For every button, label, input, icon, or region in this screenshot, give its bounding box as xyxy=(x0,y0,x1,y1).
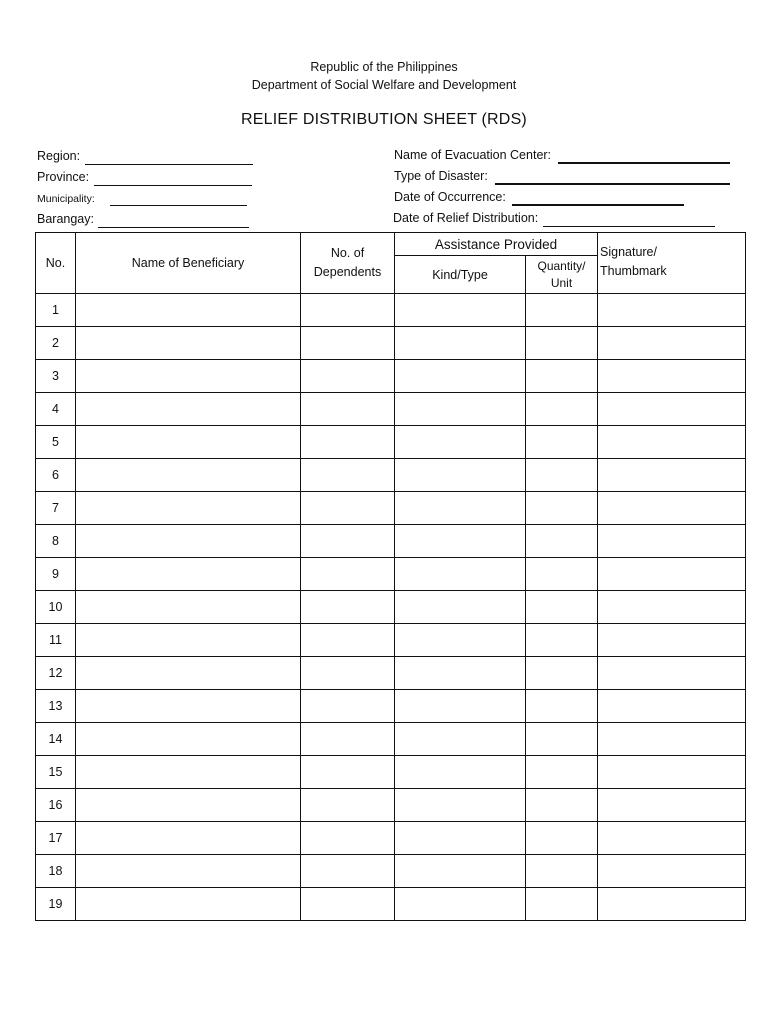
table-row xyxy=(36,756,746,789)
beneficiary-cell[interactable] xyxy=(76,525,301,558)
beneficiary-cell[interactable] xyxy=(76,855,301,888)
signature-cell[interactable] xyxy=(598,888,746,921)
dependents-cell[interactable] xyxy=(301,327,395,360)
dependents-cell[interactable] xyxy=(301,591,395,624)
kind-cell[interactable] xyxy=(395,855,526,888)
quantity-cell[interactable] xyxy=(526,888,598,921)
beneficiary-cell[interactable] xyxy=(76,822,301,855)
kind-cell[interactable] xyxy=(395,723,526,756)
quantity-cell[interactable] xyxy=(526,756,598,789)
signature-cell[interactable] xyxy=(598,327,746,360)
kind-cell[interactable] xyxy=(395,492,526,525)
province-field[interactable] xyxy=(37,170,252,188)
quantity-cell[interactable] xyxy=(526,723,598,756)
distribution-date-field[interactable] xyxy=(393,211,715,229)
beneficiary-cell[interactable] xyxy=(76,657,301,690)
evacuation-center-field[interactable] xyxy=(394,148,730,166)
dependents-cell[interactable] xyxy=(301,492,395,525)
row-number: 17 xyxy=(36,822,76,855)
kind-cell[interactable] xyxy=(395,294,526,327)
col-header-signature xyxy=(598,233,746,294)
quantity-cell[interactable] xyxy=(526,657,598,690)
kind-cell[interactable] xyxy=(395,525,526,558)
province-line xyxy=(94,185,252,186)
kind-cell[interactable] xyxy=(395,888,526,921)
table-row xyxy=(36,525,746,558)
table-row xyxy=(36,393,746,426)
distribution-date-line xyxy=(543,226,715,227)
beneficiary-cell[interactable] xyxy=(76,360,301,393)
evacuation-center-line xyxy=(558,162,730,164)
quantity-cell[interactable] xyxy=(526,459,598,492)
row-number: 9 xyxy=(36,558,76,591)
row-number: 3 xyxy=(36,360,76,393)
municipality-field[interactable] xyxy=(37,190,247,208)
dependents-cell[interactable] xyxy=(301,393,395,426)
table-row xyxy=(36,327,746,360)
kind-cell[interactable] xyxy=(395,789,526,822)
quantity-cell[interactable] xyxy=(526,294,598,327)
kind-cell[interactable] xyxy=(395,393,526,426)
republic-heading: Republic of the Philippines xyxy=(310,60,458,74)
col-header-quantity xyxy=(526,256,598,294)
region-label: Region: xyxy=(37,149,81,163)
kind-cell[interactable] xyxy=(395,624,526,657)
dependents-cell[interactable] xyxy=(301,723,395,756)
dependents-cell[interactable] xyxy=(301,360,395,393)
kind-cell[interactable] xyxy=(395,558,526,591)
signature-cell[interactable] xyxy=(598,393,746,426)
table-row xyxy=(36,591,746,624)
dependents-cell[interactable] xyxy=(301,525,395,558)
quantity-line2: Unit xyxy=(550,275,573,290)
kind-cell[interactable] xyxy=(395,327,526,360)
table-row xyxy=(36,855,746,888)
table-row xyxy=(36,558,746,591)
evacuation-center-label: Name of Evacuation Center: xyxy=(394,148,552,162)
disaster-type-label: Type of Disaster: xyxy=(394,169,488,183)
region-line xyxy=(85,164,253,165)
table-row xyxy=(36,360,746,393)
dependents-cell[interactable] xyxy=(301,426,395,459)
kind-cell[interactable] xyxy=(395,459,526,492)
kind-cell[interactable] xyxy=(395,690,526,723)
signature-cell[interactable] xyxy=(598,789,746,822)
quantity-cell[interactable] xyxy=(526,789,598,822)
dependents-cell[interactable] xyxy=(301,756,395,789)
table-row xyxy=(36,789,746,822)
row-number: 11 xyxy=(36,624,76,657)
table-row xyxy=(36,723,746,756)
row-number: 15 xyxy=(36,756,76,789)
signature-cell[interactable] xyxy=(598,294,746,327)
province-label: Province: xyxy=(37,170,90,184)
occurrence-date-line xyxy=(512,204,684,206)
signature-cell[interactable] xyxy=(598,690,746,723)
dependents-cell[interactable] xyxy=(301,690,395,723)
signature-cell[interactable] xyxy=(598,855,746,888)
quantity-cell[interactable] xyxy=(526,822,598,855)
col-header-dependents xyxy=(301,233,395,294)
row-number: 5 xyxy=(36,426,76,459)
kind-cell[interactable] xyxy=(395,756,526,789)
signature-cell[interactable] xyxy=(598,591,746,624)
dependents-cell[interactable] xyxy=(301,888,395,921)
beneficiary-cell[interactable] xyxy=(76,756,301,789)
signature-cell[interactable] xyxy=(598,492,746,525)
signature-line1: Signature/ xyxy=(600,245,657,259)
col-header-beneficiary: Name of Beneficiary xyxy=(76,233,301,294)
quantity-cell[interactable] xyxy=(526,327,598,360)
beneficiary-cell[interactable] xyxy=(76,393,301,426)
signature-cell[interactable] xyxy=(598,459,746,492)
quantity-cell[interactable] xyxy=(526,690,598,723)
kind-cell[interactable] xyxy=(395,426,526,459)
dependents-cell[interactable] xyxy=(301,657,395,690)
table-body xyxy=(36,294,746,921)
municipality-line xyxy=(110,205,247,206)
col-header-no: No. xyxy=(36,233,76,294)
row-number: 6 xyxy=(36,459,76,492)
table-row xyxy=(36,822,746,855)
beneficiary-cell[interactable] xyxy=(76,294,301,327)
dependents-cell[interactable] xyxy=(301,624,395,657)
signature-cell[interactable] xyxy=(598,558,746,591)
beneficiary-cell[interactable] xyxy=(76,723,301,756)
row-number: 8 xyxy=(36,525,76,558)
row-number: 7 xyxy=(36,492,76,525)
row-number: 10 xyxy=(36,591,76,624)
signature-cell[interactable] xyxy=(598,624,746,657)
quantity-cell[interactable] xyxy=(526,525,598,558)
dependents-cell[interactable] xyxy=(301,855,395,888)
table-row xyxy=(36,624,746,657)
table-row xyxy=(36,657,746,690)
kind-cell[interactable] xyxy=(395,657,526,690)
beneficiary-cell[interactable] xyxy=(76,426,301,459)
beneficiary-cell[interactable] xyxy=(76,459,301,492)
row-number: 1 xyxy=(36,294,76,327)
region-field[interactable] xyxy=(37,149,253,167)
row-number: 13 xyxy=(36,690,76,723)
department-heading: Department of Social Welfare and Development xyxy=(251,78,517,92)
table-row xyxy=(36,426,746,459)
table-row xyxy=(36,690,746,723)
quantity-cell[interactable] xyxy=(526,393,598,426)
quantity-cell[interactable] xyxy=(526,855,598,888)
col-header-assistance: Assistance Provided xyxy=(395,233,598,256)
quantity-cell[interactable] xyxy=(526,558,598,591)
barangay-label: Barangay: xyxy=(37,212,94,226)
quantity-cell[interactable] xyxy=(526,360,598,393)
quantity-cell[interactable] xyxy=(526,426,598,459)
signature-line2: Thumbmark xyxy=(600,264,667,278)
dependents-cell[interactable] xyxy=(301,459,395,492)
beneficiary-cell[interactable] xyxy=(76,789,301,822)
table-row xyxy=(36,459,746,492)
row-number: 12 xyxy=(36,657,76,690)
row-number: 19 xyxy=(36,888,76,921)
dependents-line2: Dependents xyxy=(313,265,382,279)
dependents-cell[interactable] xyxy=(301,294,395,327)
beneficiary-cell[interactable] xyxy=(76,624,301,657)
signature-cell[interactable] xyxy=(598,756,746,789)
signature-cell[interactable] xyxy=(598,360,746,393)
beneficiary-cell[interactable] xyxy=(76,690,301,723)
table-row xyxy=(36,294,746,327)
beneficiary-cell[interactable] xyxy=(76,558,301,591)
col-header-kind: Kind/Type xyxy=(395,256,526,294)
occurrence-date-label: Date of Occurrence: xyxy=(394,190,506,204)
disaster-type-line xyxy=(495,183,730,185)
beneficiary-cell[interactable] xyxy=(76,327,301,360)
dependents-line1: No. of xyxy=(330,246,365,260)
beneficiary-table xyxy=(35,232,746,921)
kind-cell[interactable] xyxy=(395,591,526,624)
beneficiary-cell[interactable] xyxy=(76,591,301,624)
quantity-line1: Quantity/ xyxy=(537,258,586,273)
kind-cell[interactable] xyxy=(395,822,526,855)
row-number: 16 xyxy=(36,789,76,822)
disaster-type-field[interactable] xyxy=(394,169,730,187)
municipality-label: Municipality: xyxy=(37,193,95,205)
beneficiary-cell[interactable] xyxy=(76,492,301,525)
dependents-cell[interactable] xyxy=(301,789,395,822)
kind-cell[interactable] xyxy=(395,360,526,393)
table-row xyxy=(36,888,746,921)
row-number: 18 xyxy=(36,855,76,888)
barangay-line xyxy=(98,227,249,228)
signature-cell[interactable] xyxy=(598,723,746,756)
barangay-field[interactable] xyxy=(37,212,249,230)
occurrence-date-field[interactable] xyxy=(394,190,684,208)
row-number: 14 xyxy=(36,723,76,756)
row-number: 2 xyxy=(36,327,76,360)
quantity-cell[interactable] xyxy=(526,591,598,624)
table-row xyxy=(36,492,746,525)
quantity-cell[interactable] xyxy=(526,492,598,525)
signature-cell[interactable] xyxy=(598,426,746,459)
sheet-title: RELIEF DISTRIBUTION SHEET (RDS) xyxy=(241,111,527,128)
signature-cell[interactable] xyxy=(598,657,746,690)
signature-cell[interactable] xyxy=(598,822,746,855)
quantity-cell[interactable] xyxy=(526,624,598,657)
signature-cell[interactable] xyxy=(598,525,746,558)
dependents-cell[interactable] xyxy=(301,822,395,855)
distribution-date-label: Date of Relief Distribution: xyxy=(393,211,539,225)
row-number: 4 xyxy=(36,393,76,426)
beneficiary-cell[interactable] xyxy=(76,888,301,921)
dependents-cell[interactable] xyxy=(301,558,395,591)
